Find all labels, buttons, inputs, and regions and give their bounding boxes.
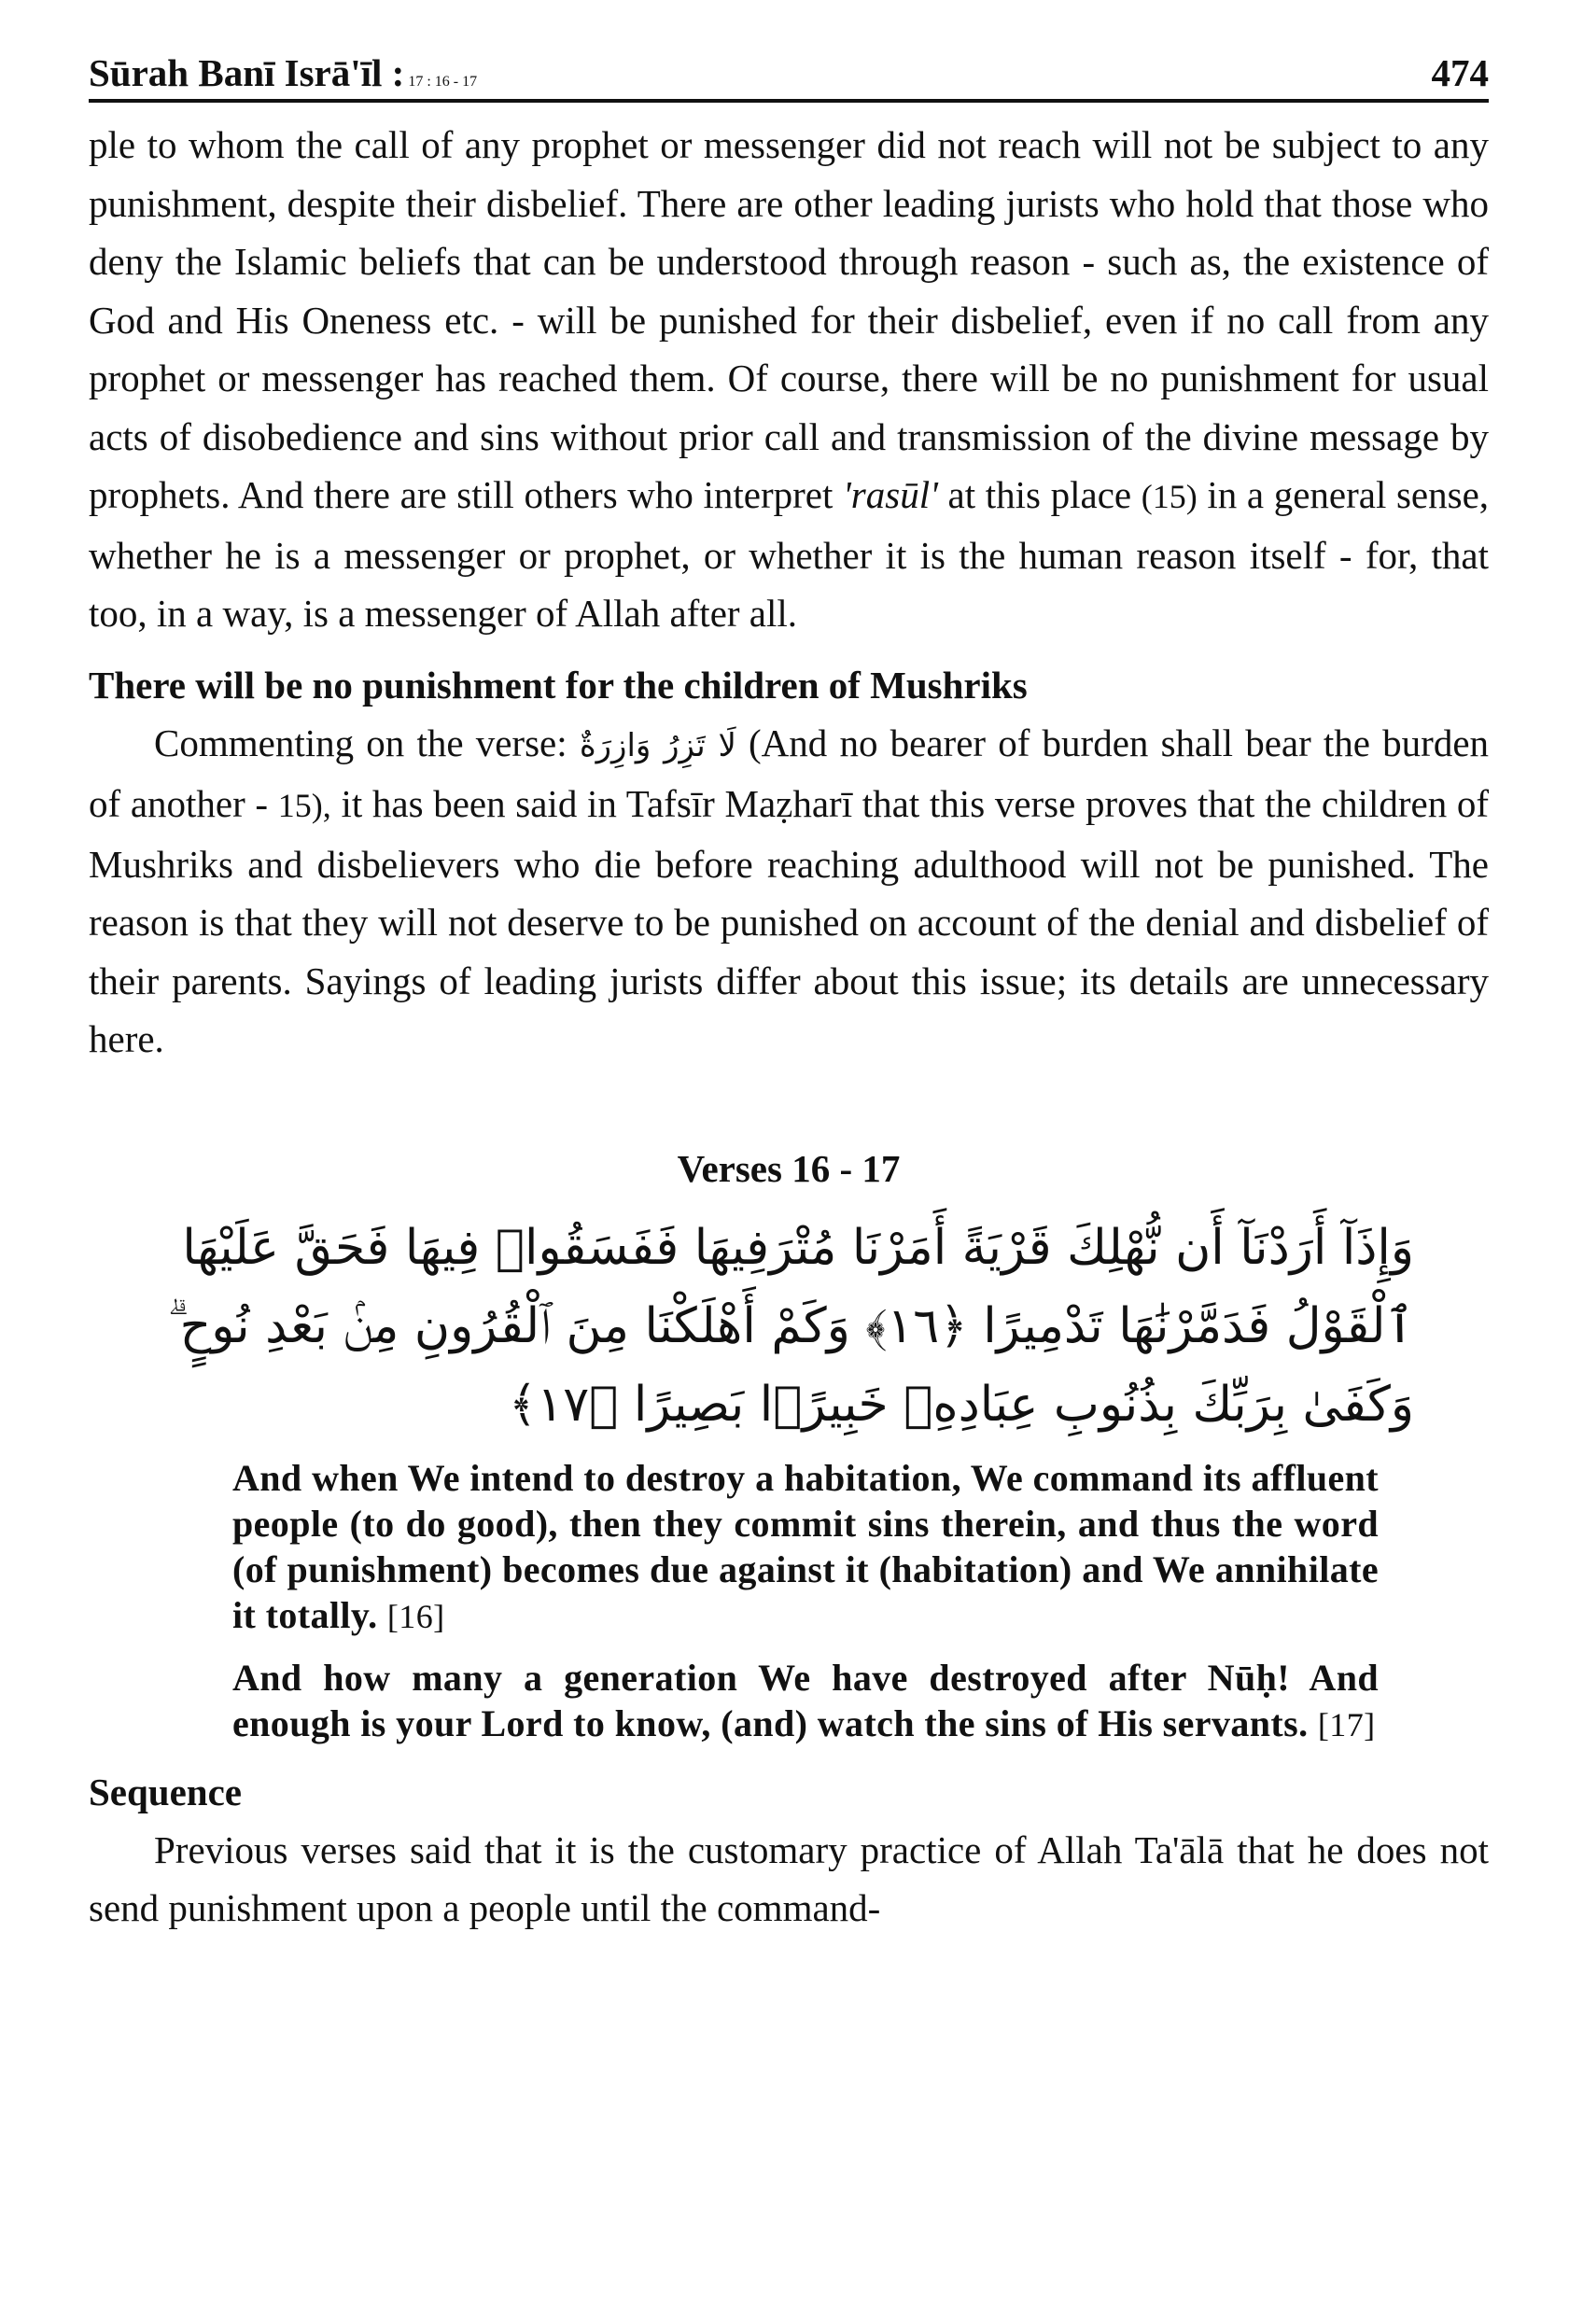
para-end: it has been said in Tafsīr Maẓharī that this verse proves that the children of Mushriks and disbelievers who die before reaching adulthood will not be punished. The reason is that they will not deserve to be punished on account of the denial and disbelief of their parents. Sayings of leading jurists differ about this issue; its details are unnecessary here.: [89, 782, 1490, 1060]
paragraph-text-end: in a general sense, whether he is a messenger or prophet, or whether it is the human reason itself - for, that too, in a way, is a messenger of Allah after all.: [89, 473, 1490, 635]
verse-number-16: [16]: [386, 1597, 445, 1635]
paragraph-text: ple to whom the call of any prophet or messenger did not reach will not be subject to any punishment, despite their disbelief. There are other leading jurists who hold that those who deny the Islamic beliefs that can be understood through reason - such as, the existence of God and His Oneness etc. - will be punished for their disbelief, even if no call from any prophet or messenger has reached them. Of course, there will be no punishment for usual acts of disobedience and sins without prior call and transmission of the divine message by prophets. And there are still others who interpret: [89, 123, 1489, 516]
section-paragraph: [89, 714, 1489, 1069]
verse-reference: 17 : 16 - 17: [408, 74, 478, 90]
translation-17: [232, 1655, 1379, 1748]
arabic-line-2: ٱلْقَوْلُ فَدَمَّرْنَٰهَا تَدْمِيرًا ﴿١٦﴾ وَكَمْ أَهْلَكْنَا مِنَ ٱلْقُرُونِ مِنۢ بَعْدِ نُوحٍ ۗ: [167, 1297, 1414, 1354]
header-title: [89, 50, 477, 95]
translation-17-text: And how many a generation We have destroyed after Nūḥ! And enough is your Lord to know, (and) watch the sins of His servants.: [232, 1656, 1379, 1744]
surah-name: Sūrah Banī Isrā'īl :: [89, 51, 405, 94]
paragraph-continued: [89, 116, 1489, 643]
paragraph-text-mid: at this place: [947, 473, 1132, 516]
page-number: 474: [1431, 51, 1489, 94]
arabic-line-1: وَإِذَآ أَرَدْنَآ أَن نُّهْلِكَ قَرْيَةً أَمَرْنَا مُتْرَفِيهَا فَفَسَقُوا۟ فِيهَا فَحَقَّ عَلَيْهَا: [182, 1219, 1414, 1276]
page: [89, 37, 1489, 1938]
quote-translation: (And no bearer of burden shall bear the burden of another -: [89, 721, 1490, 825]
translation-16: [232, 1455, 1379, 1640]
verses-title: Verses 16 - 17: [677, 1146, 901, 1190]
verse-number-17: [17]: [1317, 1705, 1376, 1743]
para-start: Commenting on the verse:: [154, 721, 567, 764]
arabic-line-3: وَكَفَىٰ بِرَبِّكَ بِذُنُوبِ عِبَادِهِۦ خَبِيرًۢا بَصِيرًا ﴿١٧﴾: [508, 1376, 1414, 1433]
verse-translation: [232, 1455, 1379, 1748]
arabic-inline-quote: لَا تَزِرُ وَازِرَةٌ: [579, 726, 736, 764]
translation-16-text: And when We intend to destroy a habitation, We command its affluent people (to do good), then they commit sins therein, and thus the word (of punishment) becomes due against it (habitation) and We annihilate it totally.: [232, 1456, 1379, 1636]
arabic-verses-block: [163, 1209, 1414, 1444]
sequence-paragraph: Previous verses said that it is the customary practice of Allah Ta'ālā that he does not send punishment upon a people until the command-: [89, 1827, 1489, 1929]
section-heading: There will be no punishment for the children of Mushriks: [89, 663, 1028, 707]
verse-ref-inline-2: 15),: [277, 787, 331, 824]
verse-ref-inline: (15): [1141, 478, 1198, 515]
sequence-heading: Sequence: [89, 1770, 242, 1813]
term-rasul: 'rasūl': [843, 473, 938, 516]
running-header: [89, 37, 1489, 103]
